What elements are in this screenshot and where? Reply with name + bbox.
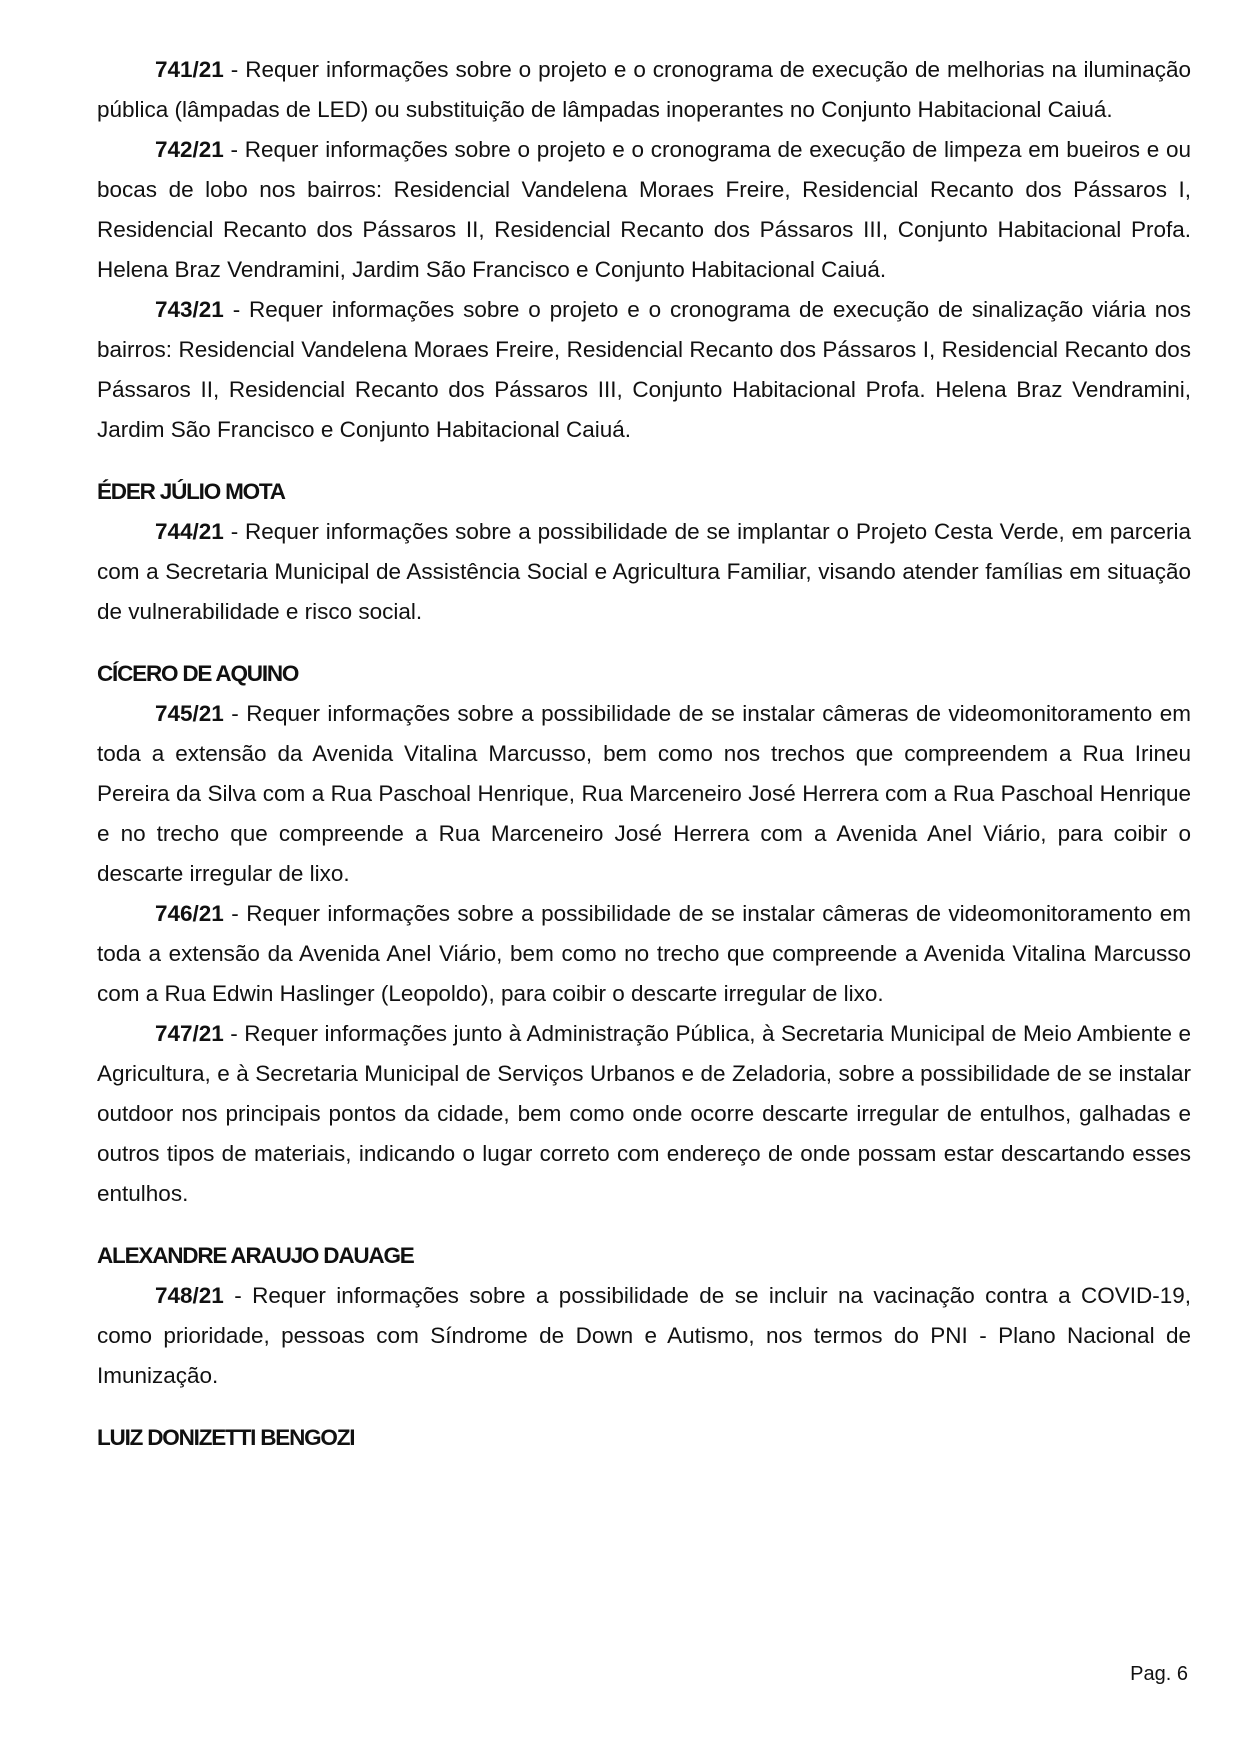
request-text: - Requer informações sobre o projeto e o cronograma de execução de limpeza em bueiros e ou bocas de lobo nos bairros: Residencial Vandelena Moraes Freire, Residencial Recanto dos Pássaros I, Residencial Recanto dos Pássaros II, Residencial Recanto dos Pássaros III, Conjunto Habitacional Profa. Helena Braz Vendramini, Jardim São Francisco e Conjunto Habitacional Caiuá. — [97, 137, 1191, 282]
request-number: 748/21 — [155, 1283, 224, 1308]
request-item — [97, 512, 1191, 632]
request-item — [97, 1276, 1191, 1396]
request-text: - Requer informações sobre o projeto e o cronograma de execução de melhorias na iluminação pública (lâmpadas de LED) ou substituição de lâmpadas inoperantes no Conjunto Habitacional Caiuá. — [97, 57, 1191, 122]
request-item — [97, 1014, 1191, 1214]
request-item — [97, 694, 1191, 894]
author-heading: ÉDER JÚLIO MOTA — [97, 479, 285, 504]
request-text: - Requer informações junto à Administração Pública, à Secretaria Municipal de Meio Ambiente e Agricultura, e à Secretaria Municipal de Serviços Urbanos e de Zeladoria, sobre a possibilidade de se instalar outdoor nos principais pontos da cidade, bem como onde ocorre descarte irregular de entulhos, galhadas e outros tipos de materiais, indicando o lugar correto com endereço de onde possam estar descartando esses entulhos. — [97, 1021, 1191, 1206]
author-heading: LUIZ DONIZETTI BENGOZI — [97, 1425, 355, 1450]
request-item — [97, 894, 1191, 1014]
request-number: 747/21 — [155, 1021, 224, 1046]
request-item — [97, 50, 1191, 130]
request-number: 745/21 — [155, 701, 224, 726]
request-item — [97, 290, 1191, 450]
request-text: - Requer informações sobre a possibilidade de se instalar câmeras de videomonitoramento em toda a extensão da Avenida Anel Viário, bem como no trecho que compreende a Avenida Vitalina Marcusso com a Rua Edwin Haslinger (Leopoldo), para coibir o descarte irregular de lixo. — [97, 901, 1191, 1006]
request-number: 741/21 — [155, 57, 224, 82]
author-heading: ALEXANDRE ARAUJO DAUAGE — [97, 1243, 414, 1268]
request-text: - Requer informações sobre a possibilidade de se incluir na vacinação contra a COVID-19, como prioridade, pessoas com Síndrome de Down e Autismo, nos termos do PNI - Plano Nacional de Imunização. — [97, 1283, 1191, 1388]
author-heading: CÍCERO DE AQUINO — [97, 661, 299, 686]
request-text: - Requer informações sobre a possibilidade de se instalar câmeras de videomonitoramento em toda a extensão da Avenida Vitalina Marcusso, bem como nos trechos que compreendem a Rua Irineu Pereira da Silva com a Rua Paschoal Henrique, Rua Marceneiro José Herrera com a Rua Paschoal Henrique e no trecho que compreende a Rua Marceneiro José Herrera com a Avenida Anel Viário, para coibir o descarte irregular de lixo. — [97, 701, 1191, 886]
request-number: 746/21 — [155, 901, 224, 926]
request-number: 742/21 — [155, 137, 224, 162]
request-text: - Requer informações sobre o projeto e o cronograma de execução de sinalização viária nos bairros: Residencial Vandelena Moraes Freire, Residencial Recanto dos Pássaros I, Residencial Recanto dos Pássaros II, Residencial Recanto dos Pássaros III, Conjunto Habitacional Profa. Helena Braz Vendramini, Jardim São Francisco e Conjunto Habitacional Caiuá. — [97, 297, 1191, 442]
page-number: Pag. 6 — [1130, 1663, 1188, 1685]
request-number: 744/21 — [155, 519, 224, 544]
document-page — [97, 50, 1191, 1458]
request-item — [97, 130, 1191, 290]
request-text: - Requer informações sobre a possibilidade de se implantar o Projeto Cesta Verde, em parceria com a Secretaria Municipal de Assistência Social e Agricultura Familiar, visando atender famílias em situação de vulnerabilidade e risco social. — [97, 519, 1191, 624]
request-number: 743/21 — [155, 297, 224, 322]
